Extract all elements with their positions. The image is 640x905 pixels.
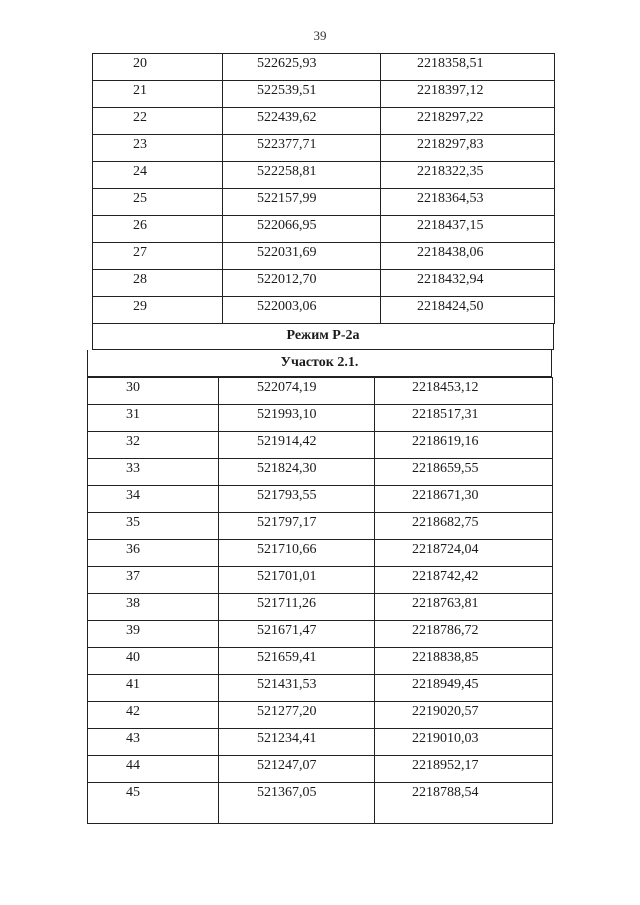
point-number-cell-text: 34 xyxy=(126,488,140,503)
table-row xyxy=(88,756,553,783)
table-row xyxy=(88,540,553,567)
y-coordinate-cell-text: 2218742,42 xyxy=(412,569,479,584)
point-number-cell-text: 38 xyxy=(126,596,140,611)
table-row xyxy=(93,297,555,324)
point-number-cell-text: 20 xyxy=(133,56,147,71)
y-coordinate-cell xyxy=(381,81,555,108)
x-coordinate-cell-text: 521710,66 xyxy=(257,542,317,557)
y-coordinate-cell-text: 2218517,31 xyxy=(412,407,479,422)
point-number-cell-text: 26 xyxy=(133,218,147,233)
x-coordinate-cell-text: 521914,42 xyxy=(257,434,317,449)
x-coordinate-cell xyxy=(219,459,375,486)
y-coordinate-cell-text: 2218952,17 xyxy=(412,758,479,773)
x-coordinate-cell-text: 521277,20 xyxy=(257,704,317,719)
y-coordinate-cell-text: 2218358,51 xyxy=(417,56,484,71)
x-coordinate-cell-text: 521701,01 xyxy=(257,569,317,584)
point-number-cell xyxy=(88,702,219,729)
table-row xyxy=(93,81,555,108)
table-row xyxy=(88,621,553,648)
y-coordinate-cell xyxy=(381,135,555,162)
table-row xyxy=(93,135,555,162)
x-coordinate-cell xyxy=(219,594,375,621)
point-number-cell-text: 23 xyxy=(133,137,147,152)
point-number-cell xyxy=(88,378,219,405)
point-number-cell xyxy=(88,675,219,702)
table-row xyxy=(88,459,553,486)
y-coordinate-cell xyxy=(375,486,553,513)
y-coordinate-cell xyxy=(381,270,555,297)
y-coordinate-cell xyxy=(375,756,553,783)
x-coordinate-cell-text: 522012,70 xyxy=(257,272,317,287)
x-coordinate-cell-text: 521247,07 xyxy=(257,758,317,773)
point-number-cell xyxy=(88,756,219,783)
y-coordinate-cell xyxy=(375,702,553,729)
y-coordinate-cell-text: 2218949,45 xyxy=(412,677,479,692)
point-number-cell xyxy=(88,405,219,432)
y-coordinate-cell xyxy=(381,189,555,216)
y-coordinate-cell-text: 2218453,12 xyxy=(412,380,479,395)
x-coordinate-cell xyxy=(223,243,381,270)
y-coordinate-cell xyxy=(381,243,555,270)
y-coordinate-cell xyxy=(375,729,553,756)
coordinates-table-bottom xyxy=(87,377,553,824)
table-row xyxy=(88,378,553,405)
x-coordinate-cell xyxy=(219,729,375,756)
point-number-cell-text: 21 xyxy=(133,83,147,98)
y-coordinate-cell-text: 2218671,30 xyxy=(412,488,479,503)
point-number-cell xyxy=(93,270,223,297)
point-number-cell-text: 29 xyxy=(133,299,147,314)
point-number-cell xyxy=(88,783,219,824)
y-coordinate-cell xyxy=(375,567,553,594)
y-coordinate-cell xyxy=(375,378,553,405)
x-coordinate-cell xyxy=(223,216,381,243)
point-number-cell xyxy=(88,648,219,675)
x-coordinate-cell xyxy=(219,567,375,594)
y-coordinate-cell xyxy=(381,162,555,189)
table-row xyxy=(88,675,553,702)
x-coordinate-cell xyxy=(223,297,381,324)
x-coordinate-cell xyxy=(219,378,375,405)
x-coordinate-cell xyxy=(219,513,375,540)
x-coordinate-cell-text: 521234,41 xyxy=(257,731,317,746)
y-coordinate-cell-text: 2218364,53 xyxy=(417,191,484,206)
y-coordinate-cell-text: 2218432,94 xyxy=(417,272,484,287)
y-coordinate-cell-text: 2218437,15 xyxy=(417,218,484,233)
x-coordinate-cell-text: 522258,81 xyxy=(257,164,317,179)
y-coordinate-cell-text: 2219010,03 xyxy=(412,731,479,746)
y-coordinate-cell xyxy=(381,216,555,243)
table-row xyxy=(88,405,553,432)
x-coordinate-cell-text: 521993,10 xyxy=(257,407,317,422)
table-row xyxy=(93,162,555,189)
y-coordinate-cell xyxy=(381,54,555,81)
x-coordinate-cell xyxy=(223,81,381,108)
point-number-cell xyxy=(88,486,219,513)
point-number-cell-text: 43 xyxy=(126,731,140,746)
x-coordinate-cell xyxy=(223,108,381,135)
y-coordinate-cell xyxy=(375,783,553,824)
y-coordinate-cell xyxy=(381,297,555,324)
point-number-cell xyxy=(93,297,223,324)
x-coordinate-cell-text: 522031,69 xyxy=(257,245,317,260)
point-number-cell xyxy=(93,108,223,135)
x-coordinate-cell-text: 521671,47 xyxy=(257,623,317,638)
table-row xyxy=(88,486,553,513)
point-number-cell xyxy=(88,540,219,567)
y-coordinate-cell-text: 2218786,72 xyxy=(412,623,479,638)
point-number-cell-text: 42 xyxy=(126,704,140,719)
point-number-cell-text: 31 xyxy=(126,407,140,422)
x-coordinate-cell-text: 521367,05 xyxy=(257,785,317,800)
point-number-cell-text: 22 xyxy=(133,110,147,125)
y-coordinate-cell-text: 2219020,57 xyxy=(412,704,479,719)
point-number-cell-text: 45 xyxy=(126,785,140,800)
point-number-cell-text: 24 xyxy=(133,164,147,179)
point-number-cell xyxy=(88,594,219,621)
y-coordinate-cell xyxy=(381,108,555,135)
point-number-cell xyxy=(93,243,223,270)
x-coordinate-cell xyxy=(219,621,375,648)
regime-heading: Режим Р-2а xyxy=(92,323,554,350)
point-number-cell xyxy=(93,216,223,243)
x-coordinate-cell-text: 522439,62 xyxy=(257,110,317,125)
y-coordinate-cell xyxy=(375,513,553,540)
point-number-cell-text: 36 xyxy=(126,542,140,557)
point-number-cell-text: 39 xyxy=(126,623,140,638)
point-number-cell xyxy=(88,729,219,756)
y-coordinate-cell-text: 2218322,35 xyxy=(417,164,484,179)
x-coordinate-cell xyxy=(219,783,375,824)
point-number-cell-text: 33 xyxy=(126,461,140,476)
point-number-cell-text: 27 xyxy=(133,245,147,260)
y-coordinate-cell-text: 2218397,12 xyxy=(417,83,484,98)
x-coordinate-cell xyxy=(219,432,375,459)
y-coordinate-cell-text: 2218659,55 xyxy=(412,461,479,476)
table-row xyxy=(93,270,555,297)
table-row xyxy=(93,54,555,81)
point-number-cell xyxy=(88,513,219,540)
x-coordinate-cell xyxy=(219,756,375,783)
page-number: 39 xyxy=(313,28,327,43)
table-row xyxy=(88,594,553,621)
y-coordinate-cell xyxy=(375,648,553,675)
point-number-cell xyxy=(88,432,219,459)
y-coordinate-cell xyxy=(375,405,553,432)
y-coordinate-cell-text: 2218619,16 xyxy=(412,434,479,449)
y-coordinate-cell-text: 2218788,54 xyxy=(412,785,479,800)
y-coordinate-cell xyxy=(375,621,553,648)
point-number-cell-text: 41 xyxy=(126,677,140,692)
x-coordinate-cell-text: 521797,17 xyxy=(257,515,317,530)
table-row xyxy=(88,513,553,540)
y-coordinate-cell xyxy=(375,594,553,621)
plot-heading: Участок 2.1. xyxy=(87,350,552,377)
x-coordinate-cell xyxy=(219,675,375,702)
x-coordinate-cell xyxy=(223,135,381,162)
point-number-cell xyxy=(93,189,223,216)
y-coordinate-cell-text: 2218763,81 xyxy=(412,596,479,611)
x-coordinate-cell xyxy=(223,270,381,297)
point-number-cell-text: 32 xyxy=(126,434,140,449)
table-row xyxy=(88,432,553,459)
x-coordinate-cell xyxy=(219,702,375,729)
x-coordinate-cell xyxy=(219,540,375,567)
point-number-cell-text: 37 xyxy=(126,569,140,584)
point-number-cell xyxy=(93,81,223,108)
y-coordinate-cell-text: 2218724,04 xyxy=(412,542,479,557)
x-coordinate-cell xyxy=(219,648,375,675)
table-row xyxy=(88,783,553,824)
point-number-cell xyxy=(88,567,219,594)
y-coordinate-cell xyxy=(375,675,553,702)
point-number-cell-text: 30 xyxy=(126,380,140,395)
x-coordinate-cell xyxy=(223,162,381,189)
y-coordinate-cell-text: 2218682,75 xyxy=(412,515,479,530)
y-coordinate-cell-text: 2218424,50 xyxy=(417,299,484,314)
x-coordinate-cell-text: 521659,41 xyxy=(257,650,317,665)
table-row xyxy=(88,648,553,675)
x-coordinate-cell xyxy=(223,54,381,81)
x-coordinate-cell xyxy=(219,405,375,432)
x-coordinate-cell xyxy=(223,189,381,216)
y-coordinate-cell-text: 2218438,06 xyxy=(417,245,484,260)
y-coordinate-cell xyxy=(375,459,553,486)
y-coordinate-cell xyxy=(375,540,553,567)
x-coordinate-cell xyxy=(219,486,375,513)
table-row xyxy=(93,216,555,243)
x-coordinate-cell-text: 522074,19 xyxy=(257,380,317,395)
table-row xyxy=(88,729,553,756)
x-coordinate-cell-text: 521793,55 xyxy=(257,488,317,503)
table-row xyxy=(93,108,555,135)
x-coordinate-cell-text: 521711,26 xyxy=(257,596,316,611)
point-number-cell xyxy=(93,162,223,189)
point-number-cell-text: 44 xyxy=(126,758,140,773)
table-row xyxy=(88,567,553,594)
x-coordinate-cell-text: 521431,53 xyxy=(257,677,317,692)
table-row xyxy=(93,243,555,270)
x-coordinate-cell-text: 522377,71 xyxy=(257,137,317,152)
x-coordinate-cell-text: 522003,06 xyxy=(257,299,317,314)
point-number-cell xyxy=(93,54,223,81)
x-coordinate-cell-text: 522625,93 xyxy=(257,56,317,71)
point-number-cell-text: 25 xyxy=(133,191,147,206)
x-coordinate-cell-text: 522066,95 xyxy=(257,218,317,233)
point-number-cell xyxy=(88,459,219,486)
y-coordinate-cell-text: 2218838,85 xyxy=(412,650,479,665)
point-number-cell-text: 28 xyxy=(133,272,147,287)
point-number-cell-text: 35 xyxy=(126,515,140,530)
point-number-cell xyxy=(93,135,223,162)
x-coordinate-cell-text: 521824,30 xyxy=(257,461,317,476)
table-row xyxy=(88,702,553,729)
y-coordinate-cell-text: 2218297,83 xyxy=(417,137,484,152)
x-coordinate-cell-text: 522539,51 xyxy=(257,83,317,98)
point-number-cell-text: 40 xyxy=(126,650,140,665)
point-number-cell xyxy=(88,621,219,648)
y-coordinate-cell xyxy=(375,432,553,459)
x-coordinate-cell-text: 522157,99 xyxy=(257,191,317,206)
table-row xyxy=(93,189,555,216)
y-coordinate-cell-text: 2218297,22 xyxy=(417,110,484,125)
coordinates-table-top xyxy=(92,53,555,324)
